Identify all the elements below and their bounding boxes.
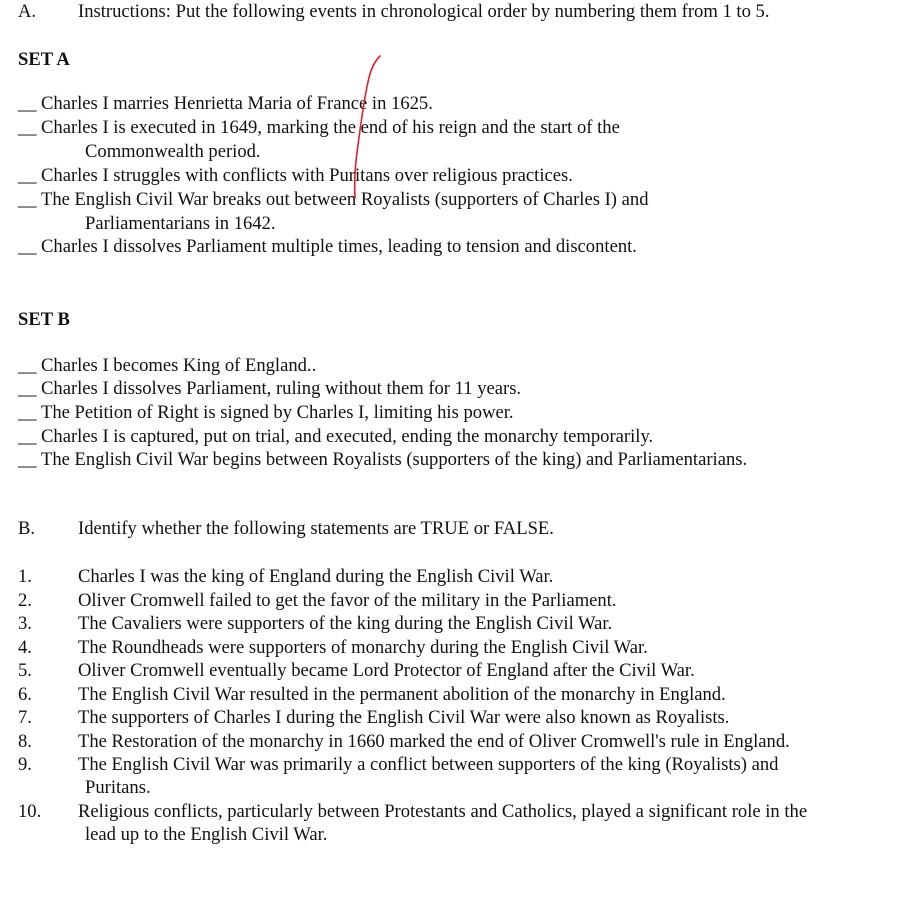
set-b-event-1: Charles I becomes King of England.. — [41, 355, 317, 376]
set-b-event-4: Charles I is captured, put on trial, and executed, ending the monarchy temporarily. — [41, 426, 654, 447]
answer-blank[interactable]: __ — [18, 93, 37, 114]
statement-7: The supporters of Charles I during the English Civil War were also known as Royalists. — [78, 707, 730, 728]
statement-1: Charles I was the king of England during the English Civil War. — [78, 566, 554, 587]
section-b-instructions: Identify whether the following statements are TRUE or FALSE. — [78, 518, 554, 539]
answer-blank[interactable]: __ — [18, 165, 37, 186]
section-a-instructions: Instructions: Put the following events in chronological order by numbering them from 1 to 5. — [78, 1, 770, 22]
statement-number: 7. — [18, 707, 32, 728]
statement-10: Religious conflicts, particularly between Protestants and Catholics, played a significant role in the — [78, 801, 808, 822]
statement-number: 5. — [18, 660, 32, 681]
answer-blank[interactable]: __ — [18, 236, 37, 257]
section-a-label: A. — [18, 1, 37, 22]
statement-number: 9. — [18, 754, 32, 775]
statement-6: The English Civil War resulted in the permanent abolition of the monarchy in England. — [78, 684, 726, 705]
answer-blank[interactable]: __ — [18, 355, 37, 376]
statement-9: The English Civil War was primarily a conflict between supporters of the king (Royalists) and — [78, 754, 779, 775]
statement-number: 10. — [18, 801, 42, 822]
statement-number: 2. — [18, 590, 32, 611]
set-a-event-1: Charles I marries Henrietta Maria of France in 1625. — [41, 93, 433, 114]
set-a-title: SET A — [18, 49, 70, 70]
statement-number: 8. — [18, 731, 32, 752]
statement-8: The Restoration of the monarchy in 1660 marked the end of Oliver Cromwell's rule in England. — [78, 731, 790, 752]
set-b-event-2: Charles I dissolves Parliament, ruling without them for 11 years. — [41, 378, 522, 399]
statement-number: 4. — [18, 637, 32, 658]
set-a-event-3: Charles I struggles with conflicts with Puritans over religious practices. — [41, 165, 573, 186]
set-a-event-2-cont: Commonwealth period. — [85, 141, 261, 162]
statement-5: Oliver Cromwell eventually became Lord Protector of England after the Civil War. — [78, 660, 695, 681]
statement-4: The Roundheads were supporters of monarchy during the English Civil War. — [78, 637, 648, 658]
statement-2: Oliver Cromwell failed to get the favor of the military in the Parliament. — [78, 590, 617, 611]
answer-blank[interactable]: __ — [18, 378, 37, 399]
statement-number: 6. — [18, 684, 32, 705]
answer-blank[interactable]: __ — [18, 189, 37, 210]
statement-number: 3. — [18, 613, 32, 634]
statement-9-cont: Puritans. — [85, 777, 151, 798]
set-a-event-5: Charles I dissolves Parliament multiple times, leading to tension and discontent. — [41, 236, 637, 257]
statement-3: The Cavaliers were supporters of the king during the English Civil War. — [78, 613, 613, 634]
set-a-event-2: Charles I is executed in 1649, marking the end of his reign and the start of the — [41, 117, 620, 138]
answer-blank[interactable]: __ — [18, 449, 37, 470]
statement-number: 1. — [18, 566, 32, 587]
set-b-event-3: The Petition of Right is signed by Charles I, limiting his power. — [41, 402, 514, 423]
answer-blank[interactable]: __ — [18, 117, 37, 138]
set-b-title: SET B — [18, 309, 70, 330]
set-a-event-4: The English Civil War breaks out between Royalists (supporters of Charles I) and — [41, 189, 649, 210]
statement-10-cont: lead up to the English Civil War. — [85, 824, 328, 845]
set-a-event-4-cont: Parliamentarians in 1642. — [85, 213, 276, 234]
section-b-label: B. — [18, 518, 36, 539]
answer-blank[interactable]: __ — [18, 402, 37, 423]
answer-blank[interactable]: __ — [18, 426, 37, 447]
set-b-event-5: The English Civil War begins between Royalists (supporters of the king) and Parliamentarians. — [41, 449, 748, 470]
